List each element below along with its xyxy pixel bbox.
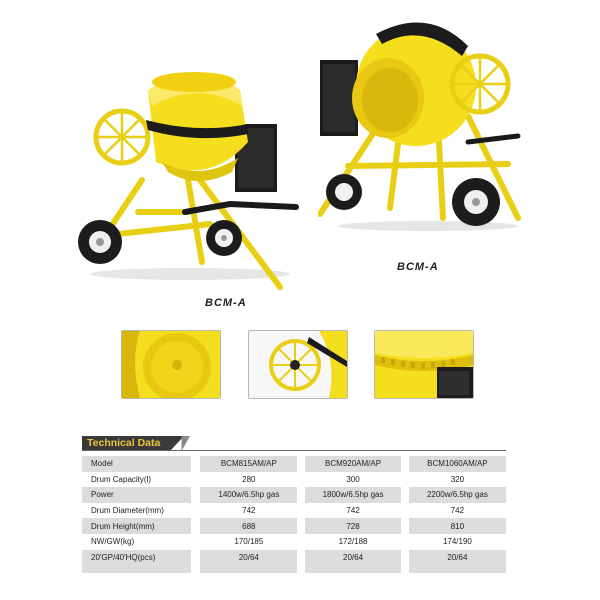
table-row (82, 550, 506, 566)
column-header-model-2: BCM920AM/AP (305, 456, 402, 472)
cell-value: 174/190 (442, 537, 472, 547)
header-underline (82, 450, 506, 451)
cement-mixer-photo-left (70, 62, 310, 294)
cell-value: 20/64 (409, 550, 506, 566)
cell-value: 1800w/6.5hp gas (305, 487, 402, 503)
row-label (82, 565, 191, 573)
row-label: Drum Capacity(l) (91, 474, 152, 484)
table-row (82, 518, 506, 534)
cell-value: 20/64 (200, 550, 297, 566)
cell-value: 20/64 (305, 550, 402, 566)
table-row (82, 503, 506, 519)
row-label: Drum Height(mm) (82, 518, 191, 534)
cell-value: 2200w/6.5hp gas (409, 487, 506, 503)
technical-data-table (82, 456, 506, 573)
table-row (82, 472, 506, 488)
column-header-model-1: BCM815AM/AP (200, 456, 297, 472)
column-header-model-3: BCM1060AM/AP (409, 456, 506, 472)
model-label-left: BCM-A (205, 297, 247, 309)
drum-interior-thumbnail (121, 330, 221, 399)
model-label-right: BCM-A (397, 261, 439, 273)
cell-value: 300 (346, 474, 360, 484)
table-header-row (82, 456, 506, 472)
cell-value (409, 565, 506, 573)
table-row (82, 534, 506, 550)
cell-value: 728 (305, 518, 402, 534)
technical-data-header (82, 436, 506, 451)
cell-value: 170/185 (234, 537, 264, 547)
cell-value: 810 (409, 518, 506, 534)
column-header-model: Model (82, 456, 191, 472)
cement-mixer-photo-right (318, 16, 530, 246)
cell-value: 172/188 (338, 537, 368, 547)
row-label: Drum Diameter(mm) (91, 506, 164, 516)
cell-value: 742 (450, 506, 465, 516)
cell-value: 1400w/6.5hp gas (200, 487, 297, 503)
flywheel-detail-thumbnail (248, 330, 348, 399)
cell-value: 280 (242, 474, 256, 484)
cell-value (200, 565, 297, 573)
row-label: Power (82, 487, 191, 503)
table-row (82, 487, 506, 503)
cell-value: 688 (200, 518, 297, 534)
row-label: NW/GW(kg) (91, 537, 135, 547)
gear-ring-detail-thumbnail (374, 330, 474, 399)
cell-value: 742 (346, 506, 360, 516)
table-row (82, 565, 506, 573)
cell-value (305, 565, 402, 573)
cell-value: 320 (450, 474, 465, 484)
technical-data-title: Technical Data (82, 436, 170, 451)
row-label: 20'GP/40'HQ(pcs) (82, 550, 191, 566)
cell-value: 742 (242, 506, 256, 516)
